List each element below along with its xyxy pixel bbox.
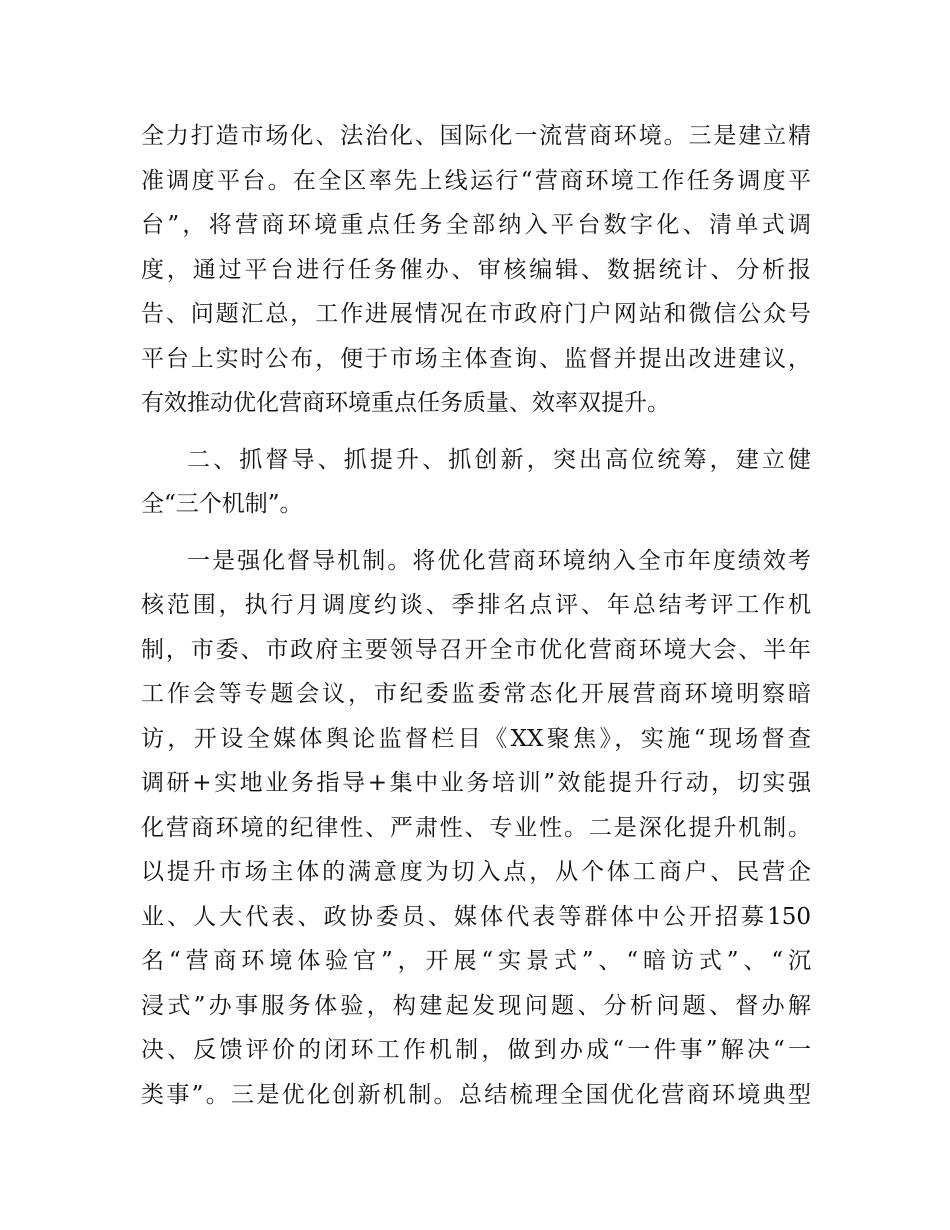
text-line: 全“三个机制”。 <box>141 491 303 517</box>
paragraph-3 <box>141 539 811 1118</box>
text-line: 工作会等专题会议，市纪委监委常态化开展营商环境明察暗 <box>141 681 811 707</box>
paragraph-gap <box>141 527 811 539</box>
text-line: 二、抓督导、抓提升、抓创新，突出高位统筹，建立健 <box>187 446 811 473</box>
text-line: 化营商环境的纪律性、严肃性、专业性。二是深化提升机制。 <box>141 814 811 841</box>
text-line: 有效推动优化营商环境重点任务质量、效率双提升。 <box>141 390 670 416</box>
text-line: 浸式”办事服务体验，构建起发现问题、分析问题、督办解 <box>141 992 811 1019</box>
text-line: 类事”。三是优化创新机制。总结梳理全国优化营商环境典型 <box>141 1081 811 1108</box>
section-heading-paragraph <box>141 438 811 527</box>
text-line: 业、人大代表、政协委员、媒体代表等群体中公开招募150 <box>141 903 811 930</box>
text-line: 名“营商环境体验官”，开展“实景式”、“暗访式”、“沉 <box>141 948 811 974</box>
text-line: 一是强化督导机制。将优化营商环境纳入全市年度绩效考 <box>187 547 811 574</box>
paragraph-gap <box>141 426 811 438</box>
body-text <box>141 114 811 1117</box>
text-line: 度，通过平台进行任务催办、审核编辑、数据统计、分析报 <box>141 256 811 283</box>
text-line: 告、问题汇总，工作进展情况在市政府门户网站和微信公众号 <box>141 301 811 327</box>
text-line: 台”，将营商环境重点任务全部纳入平台数字化、清单式调 <box>141 212 811 238</box>
text-line: 访，开设全媒体舆论监督栏目《XX聚焦》，实施“现场督查 <box>141 725 811 752</box>
text-line: 核范围，执行月调度约谈、季排名点评、年总结考评工作机 <box>141 592 811 618</box>
text-line: 决、反馈评价的闭环工作机制，做到办成“一件事”解决“一 <box>141 1037 811 1063</box>
paragraph-1 <box>141 114 811 426</box>
text-line: 平台上实时公布，便于市场主体查询、监督并提出改进建议， <box>141 345 811 372</box>
text-line: 制，市委、市政府主要领导召开全市优化营商环境大会、半年 <box>141 636 811 663</box>
text-line: 准调度平台。在全区率先上线运行“营商环境工作任务调度平 <box>141 167 811 194</box>
text-line: 调研+实地业务指导+集中业务培训”效能提升行动，切实强 <box>141 770 811 796</box>
text-line: 以提升市场主体的满意度为切入点，从个体工商户、民营企 <box>141 859 811 885</box>
text-line: 全力打造市场化、法治化、国际化一流营商环境。三是建立精 <box>141 123 811 149</box>
